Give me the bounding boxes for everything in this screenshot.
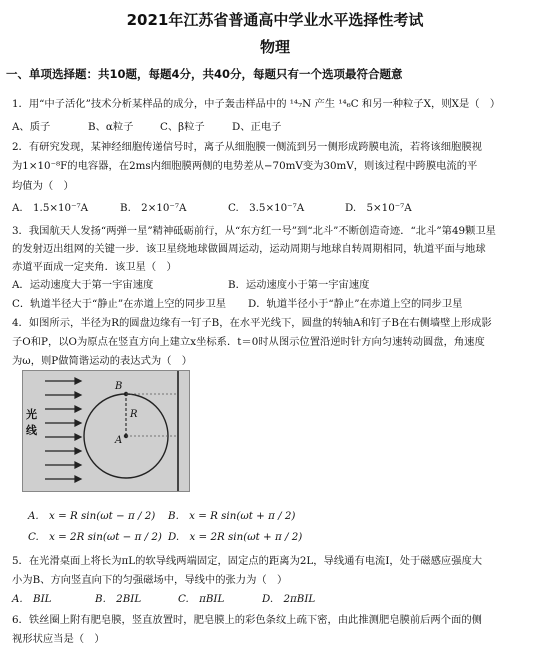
q2-option-d: D. 5×10⁻⁷A bbox=[345, 202, 412, 214]
point-b-label: B bbox=[115, 381, 123, 392]
q2-option-a: A. 1.5×10⁻⁷A bbox=[12, 202, 89, 214]
q1-text-a: 1．用“中子活化”技术分析某样品的成分，中子轰击样品中的 bbox=[12, 98, 287, 110]
q4-line-3: 为ω，则P做简谐运动的表达式为（ ） bbox=[12, 355, 193, 367]
q3-option-b: B．运动速度小于第一宇宙速度 bbox=[228, 279, 370, 291]
exam-title: 2021年江苏省普通高中学业水平选择性考试 bbox=[126, 11, 424, 29]
q3-line-1: 3．我国航天人发扬“两弹一星”精神砥砺前行，从“东方红一号”到“北斗”不断创造奇迹．“北斗”第49颗卫星 bbox=[12, 225, 496, 237]
q1-option-d: D、正电子 bbox=[232, 121, 282, 133]
q5-option-a: A. BIL bbox=[12, 593, 52, 605]
q4-option-b: B. x = R sin(ωt + π / 2) bbox=[168, 510, 296, 522]
q2-line-1: 2．有研究发现，某神经细胞传递信号时，离子从细胞膜一侧流到另一侧形成跨膜电流，若将该细胞膜视 bbox=[12, 141, 482, 153]
point-a-label: A bbox=[115, 435, 123, 446]
q1-nuclide-c: ¹⁴₆C bbox=[338, 98, 359, 110]
q6-line-1: 6．铁丝圈上附有肥皂膜，竖直放置时，肥皂膜上的彩色条纹上疏下密，由此推测肥皂膜前后两个面的侧 bbox=[12, 614, 482, 626]
q1-option-a: A、质子 bbox=[12, 121, 51, 133]
subject-title: 物理 bbox=[259, 38, 290, 56]
q4-option-a: A. x = R sin(ωt − π / 2) bbox=[28, 510, 156, 522]
radius-label: R bbox=[130, 409, 138, 420]
q4-option-c: C. x = 2R sin(ωt − π / 2) bbox=[28, 531, 162, 543]
q3-line-2: 的发射迈出组网的关键一步．该卫星绕地球做圆周运动，运动周期与地球自转周期相同，轨道平面与地球 bbox=[12, 243, 486, 255]
q2-option-b: B. 2×10⁻⁷A bbox=[120, 202, 187, 214]
q5-option-c: C. πBIL bbox=[178, 593, 225, 605]
q1-text-c: 和另一种粒子X，则X是（ ） bbox=[361, 98, 501, 110]
q3-option-a: A．运动速度大于第一宇宙速度 bbox=[12, 279, 154, 291]
q2-line-3: 均值为（ ） bbox=[12, 180, 74, 192]
disk-diagram bbox=[23, 371, 189, 491]
q3-option-c: C．轨道半径大于“静止”在赤道上空的同步卫星 bbox=[12, 298, 227, 310]
q3-option-d: D．轨道半径小于“静止”在赤道上空的同步卫星 bbox=[248, 298, 463, 310]
q5-line-2: 小为B、方向竖直向下的匀强磁场中，导线中的张力为（ ） bbox=[12, 574, 288, 586]
q4-figure bbox=[22, 370, 190, 492]
q1-option-b: B、α粒子 bbox=[88, 121, 134, 133]
q1-option-c: C、β粒子 bbox=[160, 121, 205, 133]
section-heading: 一、单项选择题：共10题，每题4分，共40分，每题只有一个选项最符合题意 bbox=[6, 67, 403, 81]
q6-line-2: 视形状应当是（ ） bbox=[12, 633, 105, 645]
q2-line-2: 为1×10⁻⁸F的电容器，在2ms内细胞膜两侧的电势差从−70mV变为30mV，则该过程中跨膜电流的平 bbox=[12, 160, 478, 172]
q4-line-2: 子O和P，以O为原点在竖直方向上建立x坐标系．t＝0时从图示位置沿逆时针方向匀速转动圆盘，角速度 bbox=[12, 336, 485, 348]
q3-line-3: 赤道平面成一定夹角．该卫星（ ） bbox=[12, 261, 177, 273]
q1-text-b: 产生 bbox=[314, 98, 336, 110]
q5-option-d: D. 2πBIL bbox=[262, 593, 316, 605]
q2-option-c: C. 3.5×10⁻⁷A bbox=[228, 202, 305, 214]
q5-line-1: 5．在光滑桌面上将长为πL的软导线两端固定，固定点的距离为2L，导线通有电流I，处于磁感应强度大 bbox=[12, 555, 483, 567]
q4-line-1: 4．如图所示，半径为R的圆盘边缘有一钉子B，在水平光线下，圆盘的转轴A和钉子B在右侧墙壁上形成影 bbox=[12, 317, 492, 329]
q1-nuclide-n: ¹⁴₇N bbox=[289, 98, 312, 110]
q1-stem bbox=[12, 95, 500, 110]
q5-option-b: B. 2BIL bbox=[95, 593, 142, 605]
q4-option-d: D. x = 2R sin(ωt + π / 2) bbox=[168, 531, 303, 543]
light-label: 光线 bbox=[26, 408, 37, 437]
